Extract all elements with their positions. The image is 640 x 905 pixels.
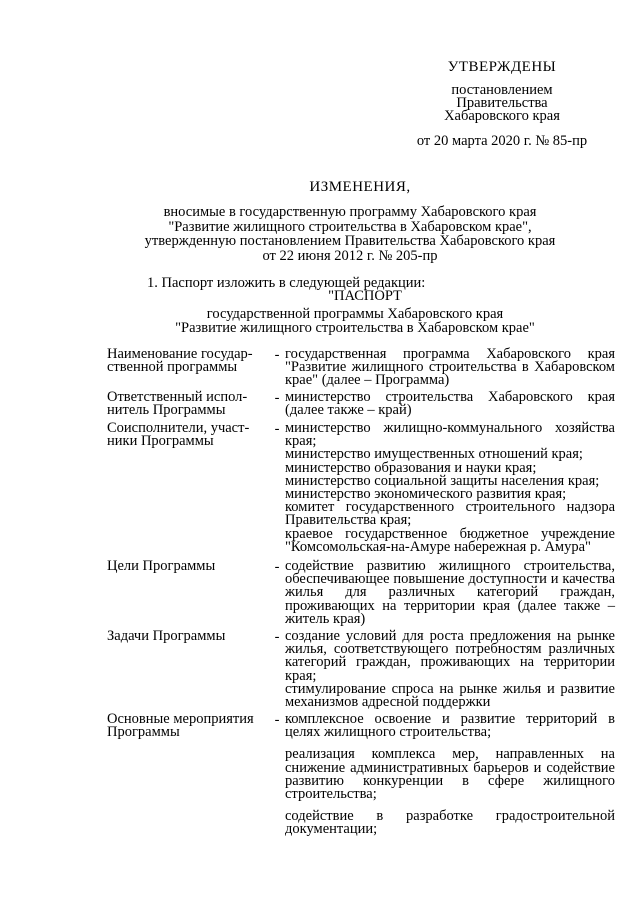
row-dash: -	[274, 347, 280, 363]
row-paragraph: содействие развитию жилищного строительства, обеспечивающее повышение доступности и качества жилья для различных категорий граждан, проживающих на территории края (далее также – житель края)	[285, 558, 615, 627]
row-paragraph: министерство строительства Хабаровского края (далее также – край)	[285, 389, 615, 419]
changes-subtitle-line: утвержденную постановлением Правительства Хабаровского края	[144, 233, 556, 249]
row-paragraph: комплексное освоение и развитие территорий в целях жилищного строительства;	[285, 711, 615, 741]
row-paragraph: реализация комплекса мер, направленных на снижение административных барьеров и содействие развитию конкуренции в сфере жилищного строительства;	[285, 746, 615, 803]
row-value	[285, 422, 615, 554]
row-paragraph: краевое государственное бюджетное учреждение "Комсомольская-на-Амуре набережная р. Амура"	[285, 525, 615, 555]
row-label: Ответственный испол-нитель Программы	[107, 389, 248, 418]
changes-subtitle-line: от 22 июня 2012 г. № 205-пр	[262, 247, 438, 264]
changes-title: ИЗМЕНЕНИЯ,	[309, 179, 411, 195]
row-paragraph: создание условий для роста предложения на рынке жилья, соответствующего потребностям различных категорий граждан, проживающих на территории края;	[285, 628, 615, 684]
row-label: Задачи Программы	[107, 628, 226, 644]
row-dash: -	[274, 559, 280, 575]
row-value	[285, 391, 615, 417]
row-dash: -	[274, 421, 280, 437]
changes-heading	[100, 180, 600, 263]
passport-subtitle-line: "Развитие жилищного строительства в Хабаровском крае"	[175, 319, 535, 336]
approval-line: Хабаровского края	[444, 108, 560, 124]
row-paragraph: стимулирование спроса на рынке жилья и развитие механизмов адресной поддержки	[285, 680, 615, 711]
row-paragraph: министерство имущественных отношений края;	[285, 446, 583, 463]
row-value	[285, 348, 615, 388]
approval-line: Правительства	[456, 95, 548, 111]
row-label: Цели Программы	[107, 558, 216, 574]
row-label: Наименование государ-ственной программы	[107, 346, 253, 375]
row-value	[285, 630, 615, 709]
row-dash: -	[274, 712, 280, 728]
row-dash: -	[274, 390, 280, 406]
row-paragraph: министерство образования и науки края;	[285, 459, 537, 476]
row-label: Основные мероприятия Программы	[107, 711, 254, 740]
row-paragraph: государственная программа Хабаровского края "Развитие жилищного строительства в Хабаровском крае" (далее – Программа)	[285, 346, 615, 389]
row-paragraph: комитет государственного строительного надзора Правительства края;	[285, 499, 615, 529]
row-dash: -	[274, 629, 280, 645]
row-paragraph: министерство социальной защиты населения края;	[285, 472, 600, 489]
changes-subtitle-line: "Развитие жилищного строительства в Хабаровском крае",	[168, 218, 532, 235]
changes-subtitle-line: вносимые в государственную программу Хабаровского края	[163, 204, 537, 220]
passport-heading	[100, 289, 610, 335]
row-paragraph: содействие в разработке градостроительной документации;	[285, 808, 615, 838]
item-1-text: 1. Паспорт изложить в следующей редакции:	[147, 275, 426, 291]
row-value	[285, 713, 615, 837]
row-paragraph: министерство жилищно-коммунального хозяйства края;	[285, 420, 615, 450]
approval-date: от 20 марта 2020 г. № 85-пр	[416, 133, 588, 149]
row-label: Соисполнители, участ-ники Программы	[107, 420, 250, 449]
passport-title: "ПАСПОРТ	[328, 288, 402, 304]
approval-title: УТВЕРЖДЕНЫ	[447, 59, 557, 75]
approval-block	[392, 60, 612, 148]
row-paragraph: министерство экономического развития края;	[285, 486, 567, 503]
passport-subtitle-line: государственной программы Хабаровского края	[206, 306, 504, 322]
row-value	[285, 560, 615, 626]
approval-line: постановлением	[451, 82, 553, 98]
